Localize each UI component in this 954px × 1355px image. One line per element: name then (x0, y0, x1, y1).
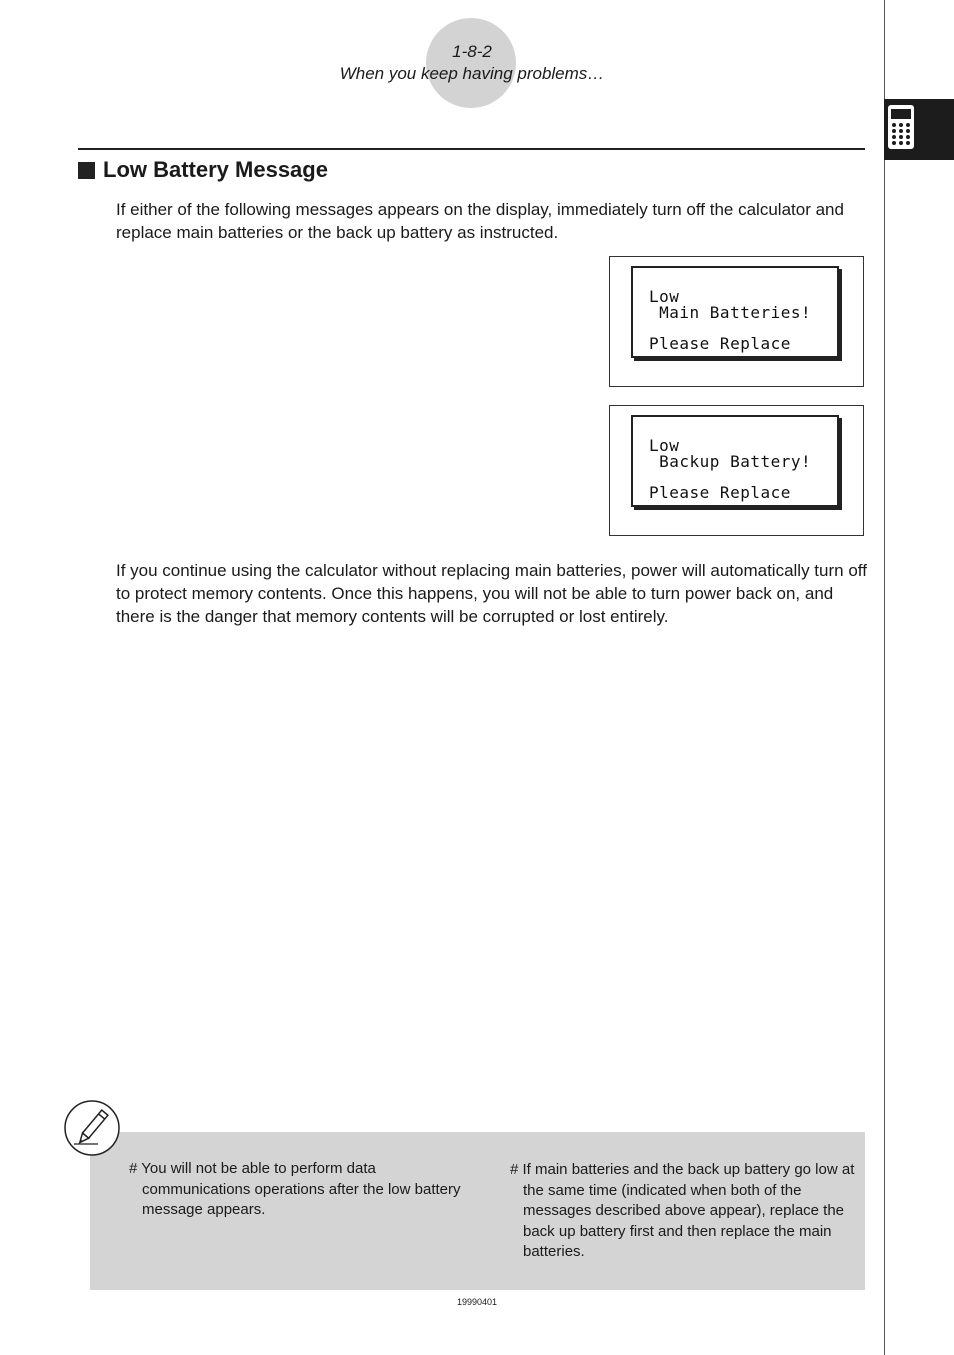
footer-code: 19990401 (456, 1297, 498, 1307)
pencil-note-icon (64, 1100, 120, 1156)
right-margin-rule (884, 0, 885, 1355)
lcd-line-2: Main Batteries! (649, 303, 812, 322)
lcd-line-3: Please Replace (649, 334, 791, 353)
lcd-line-2: Backup Battery! (649, 452, 812, 471)
page-subtitle: When you keep having problems… (339, 64, 605, 83)
page-number: 1-8-2 (452, 42, 492, 61)
note-left: # You will not be able to perform data communications operations after the low battery message appears. (129, 1160, 461, 1218)
lcd-line-1: Low (649, 287, 680, 306)
calculator-icon (887, 104, 915, 150)
lcd-display (631, 266, 839, 358)
section-top-rule (78, 148, 865, 150)
header-circle-decoration (426, 18, 516, 108)
lcd-line-1: Low (649, 436, 680, 455)
section-heading-text: Low Battery Message (103, 157, 328, 182)
warning-paragraph: If you continue using the calculator without replacing main batteries, power will automatically turn off to protect memory contents. Once this happens, you will not be able to turn power back on, and there is the danger that memory contents will be corrupted or lost entirely. (116, 561, 867, 626)
screen-backup-battery (609, 405, 864, 536)
lcd-display (631, 415, 839, 507)
section-heading (78, 157, 328, 183)
intro-paragraph: If either of the following messages appears on the display, immediately turn off the calculator and replace main batteries or the back up battery as instructed. (116, 200, 844, 242)
note-right: # If main batteries and the back up battery go low at the same time (indicated when both of the messages described above appear), replace the back up battery first and then replace the main batteries. (510, 1161, 855, 1260)
heading-square-icon (78, 162, 95, 179)
lcd-line-3: Please Replace (649, 483, 791, 502)
chapter-tab (884, 99, 954, 160)
screen-main-batteries (609, 256, 864, 387)
